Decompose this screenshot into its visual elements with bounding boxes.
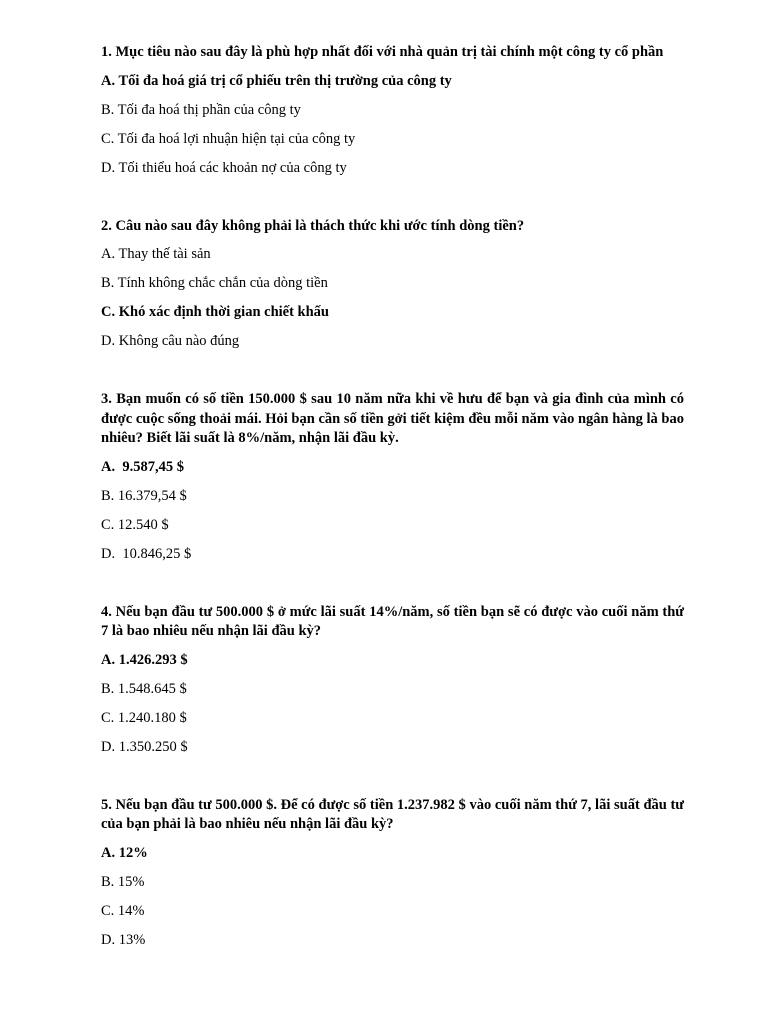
question-3 bbox=[101, 390, 684, 564]
option-c: C. 12.540 $ bbox=[101, 516, 169, 533]
option-a: A. 12% bbox=[101, 844, 148, 861]
question-text: 1. Mục tiêu nào sau đây là phù hợp nhất đối với nhà quản trị tài chính một công ty cổ phần bbox=[101, 44, 664, 60]
question-text: 3. Bạn muốn có số tiền 150.000 $ sau 10 năm nữa khi về hưu để bạn và gia đình của mình có được cuộc sống thoải mái. Hỏi bạn cần số tiền gởi tiết kiệm đều mỗi năm vào ngân hàng là bao nhiêu? Biết lãi suất là 8%/năm, nhận lãi đầu kỳ. bbox=[101, 391, 684, 446]
option-b: B. 1.548.645 $ bbox=[101, 680, 187, 697]
question-4 bbox=[101, 603, 684, 758]
question-text: 2. Câu nào sau đây không phải là thách thức khi ước tính dòng tiền? bbox=[101, 217, 525, 234]
question-2 bbox=[101, 217, 684, 352]
option-c: C. 14% bbox=[101, 902, 145, 919]
option-d: D. Không câu nào đúng bbox=[101, 333, 240, 349]
question-spacer bbox=[101, 767, 684, 796]
option-c: C. Tối đa hoá lợi nhuận hiện tại của công ty bbox=[101, 130, 356, 147]
document-page bbox=[101, 43, 684, 960]
option-a: A. Thay thế tài sản bbox=[101, 246, 211, 262]
option-b: B. 15% bbox=[101, 873, 145, 890]
option-b: B. 16.379,54 $ bbox=[101, 487, 187, 504]
option-d: D. 10.846,25 $ bbox=[101, 545, 192, 562]
option-d: D. 13% bbox=[101, 931, 146, 948]
option-a: A. Tối đa hoá giá trị cổ phiếu trên thị trường của công ty bbox=[101, 72, 452, 89]
question-spacer bbox=[101, 188, 684, 217]
question-1 bbox=[101, 43, 684, 178]
option-d: D. Tối thiểu hoá các khoản nợ của công ty bbox=[101, 159, 347, 176]
option-b: B. Tối đa hoá thị phần của công ty bbox=[101, 101, 301, 118]
question-text: 4. Nếu bạn đầu tư 500.000 $ ở mức lãi suất 14%/năm, số tiền bạn sẽ có được vào cuối năm thứ 7 là bao nhiêu nếu nhận lãi đầu kỳ? bbox=[101, 603, 684, 639]
question-5 bbox=[101, 796, 684, 951]
option-b: B. Tính không chắc chắn của dòng tiền bbox=[101, 275, 328, 291]
option-d: D. 1.350.250 $ bbox=[101, 738, 188, 755]
question-spacer bbox=[101, 361, 684, 390]
option-a: A. 1.426.293 $ bbox=[101, 651, 188, 668]
question-spacer bbox=[101, 574, 684, 603]
question-text: 5. Nếu bạn đầu tư 500.000 $. Để có được số tiền 1.237.982 $ vào cuối năm thứ 7, lãi suất đầu tư của bạn phải là bao nhiêu nếu nhận lãi đầu kỳ? bbox=[101, 796, 684, 832]
option-c: C. Khó xác định thời gian chiết khấu bbox=[101, 304, 329, 320]
option-a: A. 9.587,45 $ bbox=[101, 458, 184, 475]
option-c: C. 1.240.180 $ bbox=[101, 709, 187, 726]
